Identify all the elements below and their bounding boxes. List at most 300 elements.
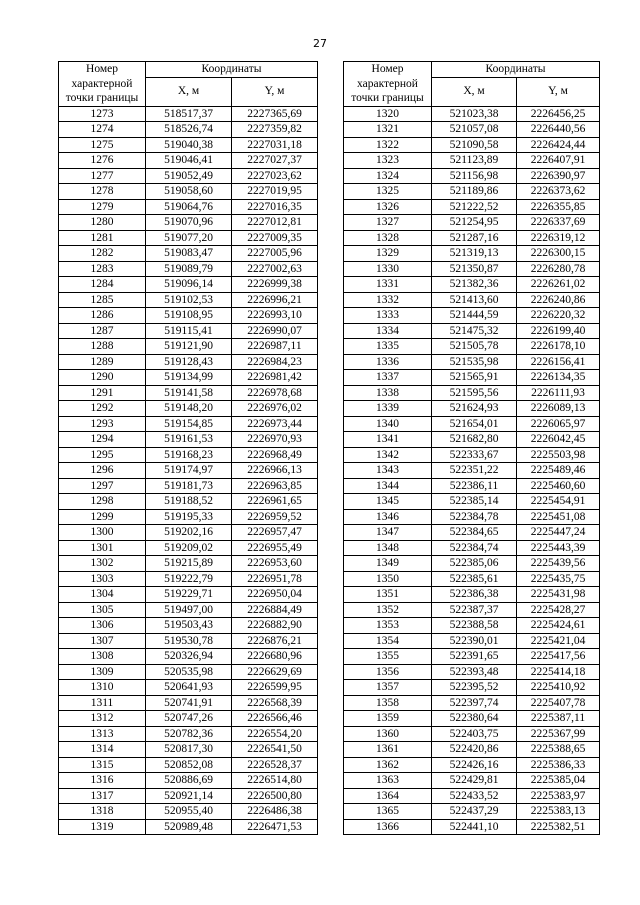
x-coordinate-cell: 520741,91 [146, 695, 232, 711]
y-coordinate-cell: 2226993,10 [232, 308, 318, 324]
point-number-cell: 1285 [59, 292, 146, 308]
table-row [344, 525, 600, 541]
y-coordinate-cell: 2227027,37 [232, 153, 318, 169]
point-number-cell: 1318 [59, 804, 146, 820]
x-coordinate-cell: 519215,89 [146, 556, 232, 572]
table-row [344, 323, 600, 339]
table-row [344, 478, 600, 494]
point-number-cell: 1281 [59, 230, 146, 246]
x-coordinate-cell: 520817,30 [146, 742, 232, 758]
x-coordinate-cell: 519102,53 [146, 292, 232, 308]
y-coordinate-cell: 2226514,80 [232, 773, 318, 789]
x-coordinate-cell: 521475,32 [432, 323, 517, 339]
y-coordinate-cell: 2225382,51 [517, 819, 600, 835]
point-number-cell: 1278 [59, 184, 146, 200]
point-number-cell: 1319 [59, 819, 146, 835]
table-row [344, 556, 600, 572]
y-coordinate-cell: 2226950,04 [232, 587, 318, 603]
table-row [344, 230, 600, 246]
x-coordinate-cell: 520955,40 [146, 804, 232, 820]
x-coordinate-cell: 521254,95 [432, 215, 517, 231]
point-number-cell: 1297 [59, 478, 146, 494]
x-coordinate-cell: 522384,78 [432, 509, 517, 525]
table-row [59, 292, 318, 308]
header-x: X, м [432, 77, 517, 106]
y-coordinate-cell: 2226957,47 [232, 525, 318, 541]
table-row [344, 742, 600, 758]
table-row [344, 122, 600, 138]
table-row [344, 757, 600, 773]
table-row [344, 680, 600, 696]
y-coordinate-cell: 2227031,18 [232, 137, 318, 153]
x-coordinate-cell: 521222,52 [432, 199, 517, 215]
table-row [59, 649, 318, 665]
point-number-cell: 1354 [344, 633, 432, 649]
point-number-cell: 1277 [59, 168, 146, 184]
table-row [344, 292, 600, 308]
y-coordinate-cell: 2225383,97 [517, 788, 600, 804]
x-coordinate-cell: 519046,41 [146, 153, 232, 169]
y-coordinate-cell: 2226968,49 [232, 447, 318, 463]
table-row [344, 509, 600, 525]
y-coordinate-cell: 2227359,82 [232, 122, 318, 138]
table-row [59, 339, 318, 355]
table-row [59, 726, 318, 742]
table-row [59, 711, 318, 727]
y-coordinate-cell: 2225410,92 [517, 680, 600, 696]
table-row [59, 556, 318, 572]
point-number-cell: 1358 [344, 695, 432, 711]
y-coordinate-cell: 2226884,49 [232, 602, 318, 618]
x-coordinate-cell: 522384,65 [432, 525, 517, 541]
point-number-cell: 1320 [344, 106, 432, 122]
x-coordinate-cell: 519064,76 [146, 199, 232, 215]
point-number-cell: 1347 [344, 525, 432, 541]
table-row [59, 184, 318, 200]
y-coordinate-cell: 2226568,39 [232, 695, 318, 711]
table-row [344, 246, 600, 262]
point-number-cell: 1322 [344, 137, 432, 153]
point-number-cell: 1341 [344, 432, 432, 448]
x-coordinate-cell: 519174,97 [146, 463, 232, 479]
point-number-cell: 1323 [344, 153, 432, 169]
table-row [344, 401, 600, 417]
point-number-cell: 1356 [344, 664, 432, 680]
y-coordinate-cell: 2226471,53 [232, 819, 318, 835]
table-row [59, 432, 318, 448]
x-coordinate-cell: 520989,48 [146, 819, 232, 835]
point-number-cell: 1296 [59, 463, 146, 479]
y-coordinate-cell: 2225439,56 [517, 556, 600, 572]
point-number-cell: 1289 [59, 354, 146, 370]
point-number-cell: 1292 [59, 401, 146, 417]
y-coordinate-cell: 2227009,35 [232, 230, 318, 246]
table-row [344, 261, 600, 277]
x-coordinate-cell: 519202,16 [146, 525, 232, 541]
y-coordinate-cell: 2226319,12 [517, 230, 600, 246]
header-coordinates: Координаты [146, 62, 318, 78]
y-coordinate-cell: 2226042,45 [517, 432, 600, 448]
point-number-cell: 1343 [344, 463, 432, 479]
table-row [59, 199, 318, 215]
y-coordinate-cell: 2226337,69 [517, 215, 600, 231]
x-coordinate-cell: 519141,58 [146, 385, 232, 401]
point-number-cell: 1276 [59, 153, 146, 169]
table-row [59, 742, 318, 758]
y-coordinate-cell: 2225388,65 [517, 742, 600, 758]
point-number-cell: 1299 [59, 509, 146, 525]
table-row [344, 168, 600, 184]
table-row [344, 602, 600, 618]
x-coordinate-cell: 519195,33 [146, 509, 232, 525]
x-coordinate-cell: 518517,37 [146, 106, 232, 122]
table-row [59, 370, 318, 386]
table-row [344, 819, 600, 835]
point-number-cell: 1290 [59, 370, 146, 386]
table-row [344, 339, 600, 355]
point-number-cell: 1361 [344, 742, 432, 758]
x-coordinate-cell: 519209,02 [146, 540, 232, 556]
x-coordinate-cell: 519108,95 [146, 308, 232, 324]
x-coordinate-cell: 521156,98 [432, 168, 517, 184]
point-number-cell: 1333 [344, 308, 432, 324]
point-number-cell: 1295 [59, 447, 146, 463]
x-coordinate-cell: 522420,86 [432, 742, 517, 758]
table-row [59, 447, 318, 463]
y-coordinate-cell: 2226876,21 [232, 633, 318, 649]
x-coordinate-cell: 522387,37 [432, 602, 517, 618]
table-row [59, 246, 318, 262]
table-row [344, 571, 600, 587]
table-row [59, 695, 318, 711]
table-row [59, 153, 318, 169]
y-coordinate-cell: 2226486,38 [232, 804, 318, 820]
y-coordinate-cell: 2225387,11 [517, 711, 600, 727]
x-coordinate-cell: 521123,89 [432, 153, 517, 169]
y-coordinate-cell: 2226500,80 [232, 788, 318, 804]
x-coordinate-cell: 519128,43 [146, 354, 232, 370]
table-row [59, 664, 318, 680]
point-number-cell: 1288 [59, 339, 146, 355]
table-row [344, 494, 600, 510]
point-number-cell: 1331 [344, 277, 432, 293]
y-coordinate-cell: 2226089,13 [517, 401, 600, 417]
point-number-cell: 1348 [344, 540, 432, 556]
x-coordinate-cell: 521413,60 [432, 292, 517, 308]
point-number-cell: 1305 [59, 602, 146, 618]
table-row [344, 633, 600, 649]
y-coordinate-cell: 2225451,08 [517, 509, 600, 525]
x-coordinate-cell: 522333,67 [432, 447, 517, 463]
point-number-cell: 1291 [59, 385, 146, 401]
table-row [344, 695, 600, 711]
y-coordinate-cell: 2226440,56 [517, 122, 600, 138]
header-y: Y, м [232, 77, 318, 106]
table-row [59, 137, 318, 153]
point-number-cell: 1279 [59, 199, 146, 215]
y-coordinate-cell: 2226280,78 [517, 261, 600, 277]
x-coordinate-cell: 519222,79 [146, 571, 232, 587]
table-row [344, 447, 600, 463]
point-number-cell: 1286 [59, 308, 146, 324]
header-point-number-line: Номер [371, 63, 404, 75]
x-coordinate-cell: 522388,58 [432, 618, 517, 634]
point-number-cell: 1340 [344, 416, 432, 432]
point-number-cell: 1362 [344, 757, 432, 773]
y-coordinate-cell: 2225428,27 [517, 602, 600, 618]
x-coordinate-cell: 522385,61 [432, 571, 517, 587]
point-number-cell: 1353 [344, 618, 432, 634]
point-number-cell: 1293 [59, 416, 146, 432]
table-row [59, 168, 318, 184]
table-row [59, 540, 318, 556]
table-row [59, 323, 318, 339]
x-coordinate-cell: 521565,91 [432, 370, 517, 386]
x-coordinate-cell: 521682,80 [432, 432, 517, 448]
y-coordinate-cell: 2226566,46 [232, 711, 318, 727]
y-coordinate-cell: 2225424,61 [517, 618, 600, 634]
y-coordinate-cell: 2226065,97 [517, 416, 600, 432]
y-coordinate-cell: 2226178,10 [517, 339, 600, 355]
table-row [59, 122, 318, 138]
y-coordinate-cell: 2227012,81 [232, 215, 318, 231]
y-coordinate-cell: 2226156,41 [517, 354, 600, 370]
x-coordinate-cell: 521382,36 [432, 277, 517, 293]
point-number-cell: 1284 [59, 277, 146, 293]
x-coordinate-cell: 519096,14 [146, 277, 232, 293]
y-coordinate-cell: 2226300,15 [517, 246, 600, 262]
coordinates-table-right [343, 61, 600, 835]
x-coordinate-cell: 521319,13 [432, 246, 517, 262]
y-coordinate-cell: 2225414,18 [517, 664, 600, 680]
x-coordinate-cell: 522429,81 [432, 773, 517, 789]
point-number-cell: 1357 [344, 680, 432, 696]
x-coordinate-cell: 522437,29 [432, 804, 517, 820]
table-row [59, 106, 318, 122]
point-number-cell: 1282 [59, 246, 146, 262]
y-coordinate-cell: 2226970,93 [232, 432, 318, 448]
x-coordinate-cell: 520747,26 [146, 711, 232, 727]
table-row [344, 215, 600, 231]
y-coordinate-cell: 2226981,42 [232, 370, 318, 386]
table-row [59, 788, 318, 804]
x-coordinate-cell: 519115,41 [146, 323, 232, 339]
x-coordinate-cell: 522397,74 [432, 695, 517, 711]
table-row [59, 277, 318, 293]
x-coordinate-cell: 521287,16 [432, 230, 517, 246]
x-coordinate-cell: 519168,23 [146, 447, 232, 463]
point-number-cell: 1325 [344, 184, 432, 200]
point-number-cell: 1324 [344, 168, 432, 184]
point-number-cell: 1329 [344, 246, 432, 262]
x-coordinate-cell: 519503,43 [146, 618, 232, 634]
x-coordinate-cell: 522385,14 [432, 494, 517, 510]
x-coordinate-cell: 521057,08 [432, 122, 517, 138]
y-coordinate-cell: 2226959,52 [232, 509, 318, 525]
header-point-number [344, 62, 432, 107]
y-coordinate-cell: 2226528,37 [232, 757, 318, 773]
x-coordinate-cell: 519121,90 [146, 339, 232, 355]
x-coordinate-cell: 519181,73 [146, 478, 232, 494]
y-coordinate-cell: 2226987,11 [232, 339, 318, 355]
table-row [59, 385, 318, 401]
point-number-cell: 1311 [59, 695, 146, 711]
point-number-cell: 1298 [59, 494, 146, 510]
table-row [344, 370, 600, 386]
point-number-cell: 1302 [59, 556, 146, 572]
y-coordinate-cell: 2225383,13 [517, 804, 600, 820]
x-coordinate-cell: 518526,74 [146, 122, 232, 138]
point-number-cell: 1350 [344, 571, 432, 587]
table-row [344, 463, 600, 479]
y-coordinate-cell: 2226882,90 [232, 618, 318, 634]
y-coordinate-cell: 2225431,98 [517, 587, 600, 603]
point-number-cell: 1363 [344, 773, 432, 789]
point-number-cell: 1283 [59, 261, 146, 277]
table-row [59, 773, 318, 789]
y-coordinate-cell: 2226373,62 [517, 184, 600, 200]
header-point-number-line: характерной [357, 77, 418, 90]
x-coordinate-cell: 519161,53 [146, 432, 232, 448]
point-number-cell: 1349 [344, 556, 432, 572]
y-coordinate-cell: 2225421,04 [517, 633, 600, 649]
header-point-number-line: точки границы [65, 92, 139, 104]
y-coordinate-cell: 2227016,35 [232, 199, 318, 215]
point-number-cell: 1342 [344, 447, 432, 463]
y-coordinate-cell: 2227019,95 [232, 184, 318, 200]
x-coordinate-cell: 519052,49 [146, 168, 232, 184]
y-coordinate-cell: 2225443,39 [517, 540, 600, 556]
y-coordinate-cell: 2226111,93 [517, 385, 600, 401]
table-row [344, 184, 600, 200]
point-number-cell: 1352 [344, 602, 432, 618]
x-coordinate-cell: 521595,56 [432, 385, 517, 401]
y-coordinate-cell: 2226966,13 [232, 463, 318, 479]
x-coordinate-cell: 520326,94 [146, 649, 232, 665]
x-coordinate-cell: 522433,52 [432, 788, 517, 804]
x-coordinate-cell: 519077,20 [146, 230, 232, 246]
y-coordinate-cell: 2226951,78 [232, 571, 318, 587]
point-number-cell: 1294 [59, 432, 146, 448]
y-coordinate-cell: 2226990,07 [232, 323, 318, 339]
table-row [344, 618, 600, 634]
y-coordinate-cell: 2225385,04 [517, 773, 600, 789]
point-number-cell: 1345 [344, 494, 432, 510]
y-coordinate-cell: 2226963,85 [232, 478, 318, 494]
table-row [344, 416, 600, 432]
point-number-cell: 1303 [59, 571, 146, 587]
header-point-number-line: Номер [86, 63, 118, 75]
table-row [344, 664, 600, 680]
table-row [344, 277, 600, 293]
table-row [59, 571, 318, 587]
table-row [59, 494, 318, 510]
table-row [59, 680, 318, 696]
table-row [344, 649, 600, 665]
x-coordinate-cell: 519083,47 [146, 246, 232, 262]
table-row [59, 757, 318, 773]
point-number-cell: 1351 [344, 587, 432, 603]
x-coordinate-cell: 522390,01 [432, 633, 517, 649]
x-coordinate-cell: 521090,58 [432, 137, 517, 153]
table-row [59, 416, 318, 432]
point-number-cell: 1365 [344, 804, 432, 820]
table-row [344, 773, 600, 789]
x-coordinate-cell: 519188,52 [146, 494, 232, 510]
y-coordinate-cell: 2225407,78 [517, 695, 600, 711]
table-row [59, 602, 318, 618]
table-row [59, 215, 318, 231]
x-coordinate-cell: 521505,78 [432, 339, 517, 355]
x-coordinate-cell: 522386,38 [432, 587, 517, 603]
header-point-number-line: точки границы [351, 92, 424, 104]
point-number-cell: 1287 [59, 323, 146, 339]
x-coordinate-cell: 519058,60 [146, 184, 232, 200]
y-coordinate-cell: 2226978,68 [232, 385, 318, 401]
y-coordinate-cell: 2225386,33 [517, 757, 600, 773]
y-coordinate-cell: 2226355,85 [517, 199, 600, 215]
y-coordinate-cell: 2225435,75 [517, 571, 600, 587]
header-coordinates: Координаты [432, 62, 600, 78]
table-row [344, 432, 600, 448]
table-row [344, 199, 600, 215]
point-number-cell: 1332 [344, 292, 432, 308]
x-coordinate-cell: 522391,65 [432, 649, 517, 665]
x-coordinate-cell: 522395,52 [432, 680, 517, 696]
x-coordinate-cell: 522426,16 [432, 757, 517, 773]
x-coordinate-cell: 520921,14 [146, 788, 232, 804]
table-row [344, 137, 600, 153]
x-coordinate-cell: 521624,93 [432, 401, 517, 417]
y-coordinate-cell: 2227023,62 [232, 168, 318, 184]
x-coordinate-cell: 519089,79 [146, 261, 232, 277]
y-coordinate-cell: 2226973,44 [232, 416, 318, 432]
table-row [59, 354, 318, 370]
x-coordinate-cell: 522386,11 [432, 478, 517, 494]
y-coordinate-cell: 2227002,63 [232, 261, 318, 277]
table-row [344, 711, 600, 727]
y-coordinate-cell: 2225460,60 [517, 478, 600, 494]
x-coordinate-cell: 519040,38 [146, 137, 232, 153]
x-coordinate-cell: 522351,22 [432, 463, 517, 479]
y-coordinate-cell: 2225489,46 [517, 463, 600, 479]
point-number-cell: 1334 [344, 323, 432, 339]
x-coordinate-cell: 519134,99 [146, 370, 232, 386]
x-coordinate-cell: 522393,48 [432, 664, 517, 680]
table-row [59, 587, 318, 603]
x-coordinate-cell: 520886,69 [146, 773, 232, 789]
y-coordinate-cell: 2226407,91 [517, 153, 600, 169]
x-coordinate-cell: 521023,38 [432, 106, 517, 122]
x-coordinate-cell: 522384,74 [432, 540, 517, 556]
x-coordinate-cell: 521535,98 [432, 354, 517, 370]
point-number-cell: 1310 [59, 680, 146, 696]
x-coordinate-cell: 519148,20 [146, 401, 232, 417]
table-row [344, 587, 600, 603]
x-coordinate-cell: 519530,78 [146, 633, 232, 649]
y-coordinate-cell: 2226261,02 [517, 277, 600, 293]
point-number-cell: 1335 [344, 339, 432, 355]
table-row [344, 788, 600, 804]
table-row [59, 478, 318, 494]
x-coordinate-cell: 521444,59 [432, 308, 517, 324]
coordinates-table-left [58, 61, 318, 835]
y-coordinate-cell: 2226424,44 [517, 137, 600, 153]
point-number-cell: 1280 [59, 215, 146, 231]
point-number-cell: 1313 [59, 726, 146, 742]
x-coordinate-cell: 520641,93 [146, 680, 232, 696]
table-row [59, 509, 318, 525]
